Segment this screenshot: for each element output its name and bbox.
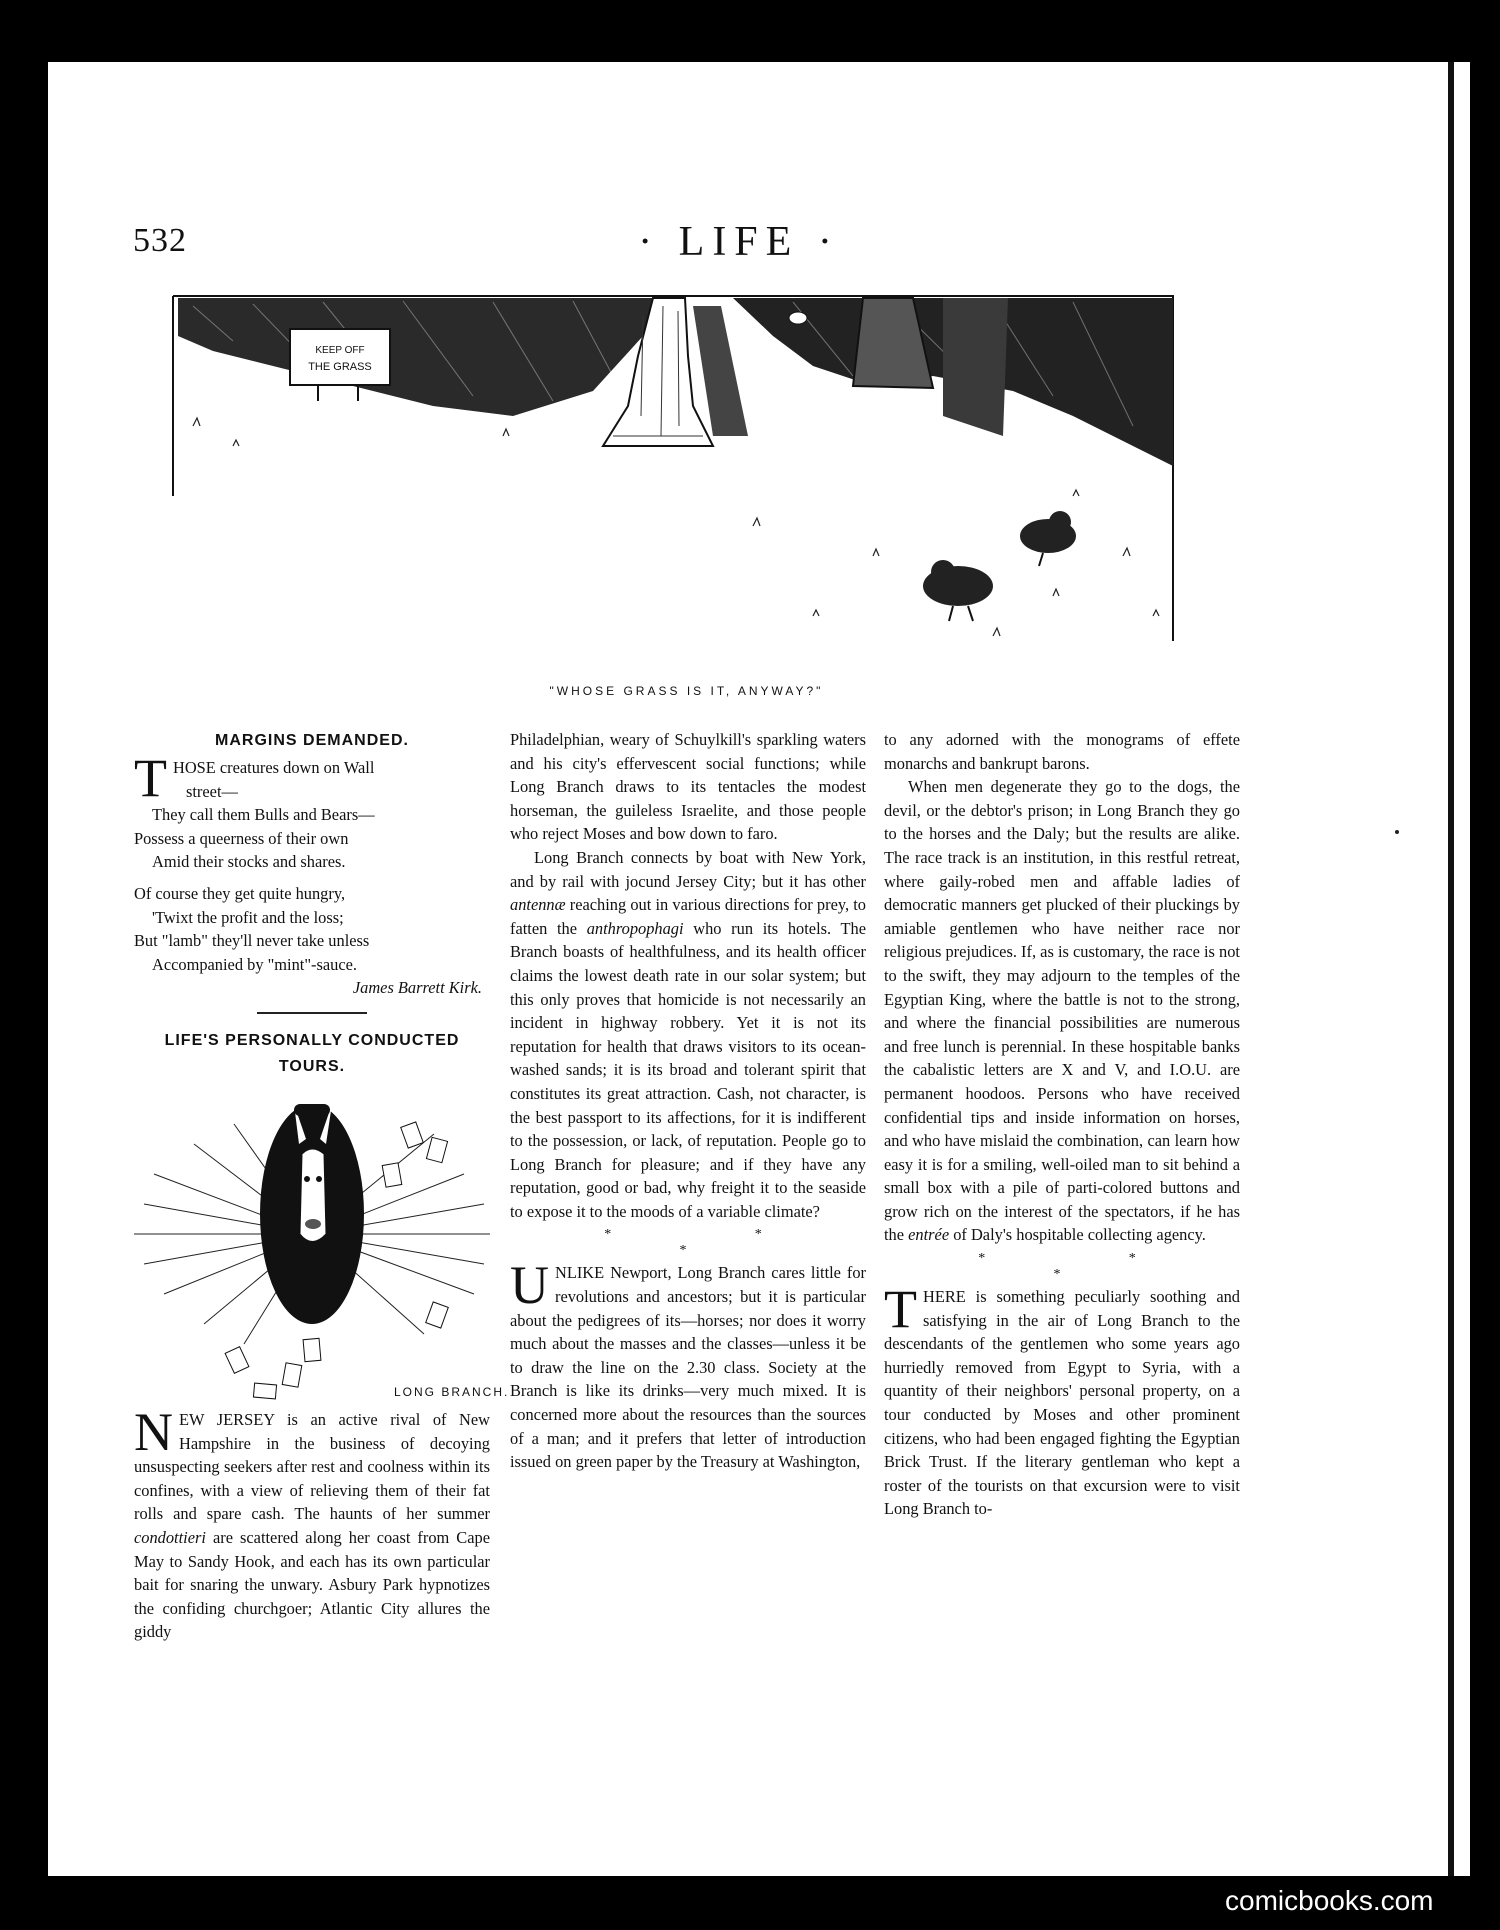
sign-text-1: KEEP OFF [315, 345, 365, 356]
section-stars: * * * [978, 1251, 1206, 1283]
section-stars: * * * [604, 1227, 832, 1259]
masthead-title: · LIFE · [638, 219, 840, 265]
poem-line: street— [186, 781, 238, 801]
dropcap-t: T [884, 1279, 917, 1340]
sign-text-2: THE GRASS [308, 361, 372, 373]
column-1 [134, 728, 510, 1644]
illustration-label: LONG BRANCH. [394, 1384, 510, 1399]
paragraph: When men degenerate they go to the dogs, the devil, or the debtor's prison; in Long Branch they go to the horses and the Daly; but the results are alike. The race track is an institution, in this restful retreat, where gaily-robed men and affable ladies of democratic manners get plucked of their pluckings by amiable gentlemen who have neither race nor religious prejudices. If, as is customary, the race is not to the swift, they may adjourn to the temples of the Egyptian King, where the battle is not to the strong, and where the financial possibilities are numerous and free lunch is perennial. In these hospitable banks the cabalistic letters are X and V, and I.O.U. are permanent hoodoos. Persons who have received confidential tips and inside information on horses, and who have mislaid the combination, can learn how easy it is for a smiling, well-oiled man to sit behind a small box with a pile of parti-colored buttons and grow rich on the interest of the spectators, if he has the entrée of Daly's hospitable collecting agency. [884, 777, 1240, 1245]
dropcap-n: N [134, 1401, 173, 1462]
paragraph: THERE is something peculiarly soothing and satisfying in the air of Long Branch to the descendants of the gentlemen who some years ago hurriedly removed from Egypt to Syria, with a quantity of their neighbors' personal property, on a tour conducted by Moses and other prominent citizens, who had been engaged fighting the Egyptian Brick Trust. If the literary gentleman who kept a roster of the tourists on that excursion were to visit Long Branch to- [884, 1279, 1240, 1519]
long-branch-illustration [134, 1084, 510, 1404]
paragraph: NEW JERSEY is an active rival of New Hampshire in the business of decoying unsuspecting seekers after rest and coolness within its confines, with a view of relieving them of their fat rolls and spare cash. The haunts of her summer condottieri are scattered along her coast from Cape May to Sandy Hook, and each has its own particular bait for snaring the unwary. Asbury Park hypnotizes the confiding churchgoer; Atlantic City allures the giddy [134, 1401, 490, 1642]
poem-line: 'Twixt the profit and the loss; [152, 907, 344, 927]
cartoon-caption: "WHOSE GRASS IS IT, ANYWAY?" [549, 684, 824, 698]
site-watermark: comicbooks.com [1225, 1885, 1434, 1916]
poem-line: But "lamb" they'll never take unless [134, 931, 370, 951]
paragraph: Long Branch connects by boat with New York, and by rail with jocund Jersey City; but it has other antennæ reaching out in various directions for prey, to fatten the anthropophagi who run its hotels. The Branch boasts of healthfulness, and its health officer claims the lowest death rate in our solar system; but this only proves that homicide is not necessarily an incident in highway robbery. Yet it is not its reputation for health that draws visitors to its ocean-washed sands; it is its broad and tolerant spirit that constitutes its great attraction. Cash, not character, is the best passport to its affections, for it is indifferent to the possession, or lack, of reputation. People go to Long Branch for pleasure; and if they have any reputation, good or bad, why freight it to the seaside to expose it to the moods of a variable climate? [510, 847, 866, 1221]
ink-speck [1395, 830, 1399, 834]
poem-line: Amid their stocks and shares. [152, 852, 346, 872]
article-title: LIFE'S PERSONALLY CONDUCTED [164, 1031, 460, 1049]
poem-dropcap: T [134, 748, 167, 808]
column-3 [884, 728, 1240, 1521]
poem-line: Possess a queerness of their own [134, 828, 349, 848]
column-2 [510, 728, 866, 1474]
poem-line: Of course they get quite hungry, [134, 883, 346, 903]
dropcap-u: U [510, 1255, 549, 1316]
paragraph: Philadelphian, weary of Schuylkill's sparkling waters and his city's effervescent social functions; while Long Branch draws to its tentacles the modest horseman, the guileless Israelite, and those people who reject Moses and bow down to faro. [510, 730, 866, 844]
horse-card-drawing [134, 1084, 510, 1404]
cartoon-illustration [173, 296, 1200, 661]
poem-title: MARGINS DEMANDED. [215, 732, 409, 749]
section-divider [257, 1012, 367, 1014]
poem-line: HOSE creatures down on Wall [173, 758, 375, 777]
poem-line: Accompanied by "mint"-sauce. [152, 954, 357, 974]
article-title-2: TOURS. [278, 1057, 346, 1075]
paragraph: UNLIKE Newport, Long Branch cares little for revolutions and ancestors; but it is particular about the pedigrees of its—horses; nor does it worry much about the masses and the classes—unless it be to draw the line on the 2.30 class. Society at the Branch is like its drinks—very much mixed. It is concerned more about the resources than the sources of a man; and it prefers that letter of introduction issued on green paper by the Treasury at Washington, [510, 1255, 866, 1472]
poem-author: James Barrett Kirk. [352, 978, 482, 998]
adjacent-page-edge [1430, 62, 1470, 1876]
page-number: 532 [133, 222, 187, 259]
poem [134, 748, 490, 1000]
paragraph: to any adorned with the monograms of effete monarchs and bankrupt barons. [884, 730, 1240, 773]
poem-line: They call them Bulls and Bears— [152, 805, 375, 825]
